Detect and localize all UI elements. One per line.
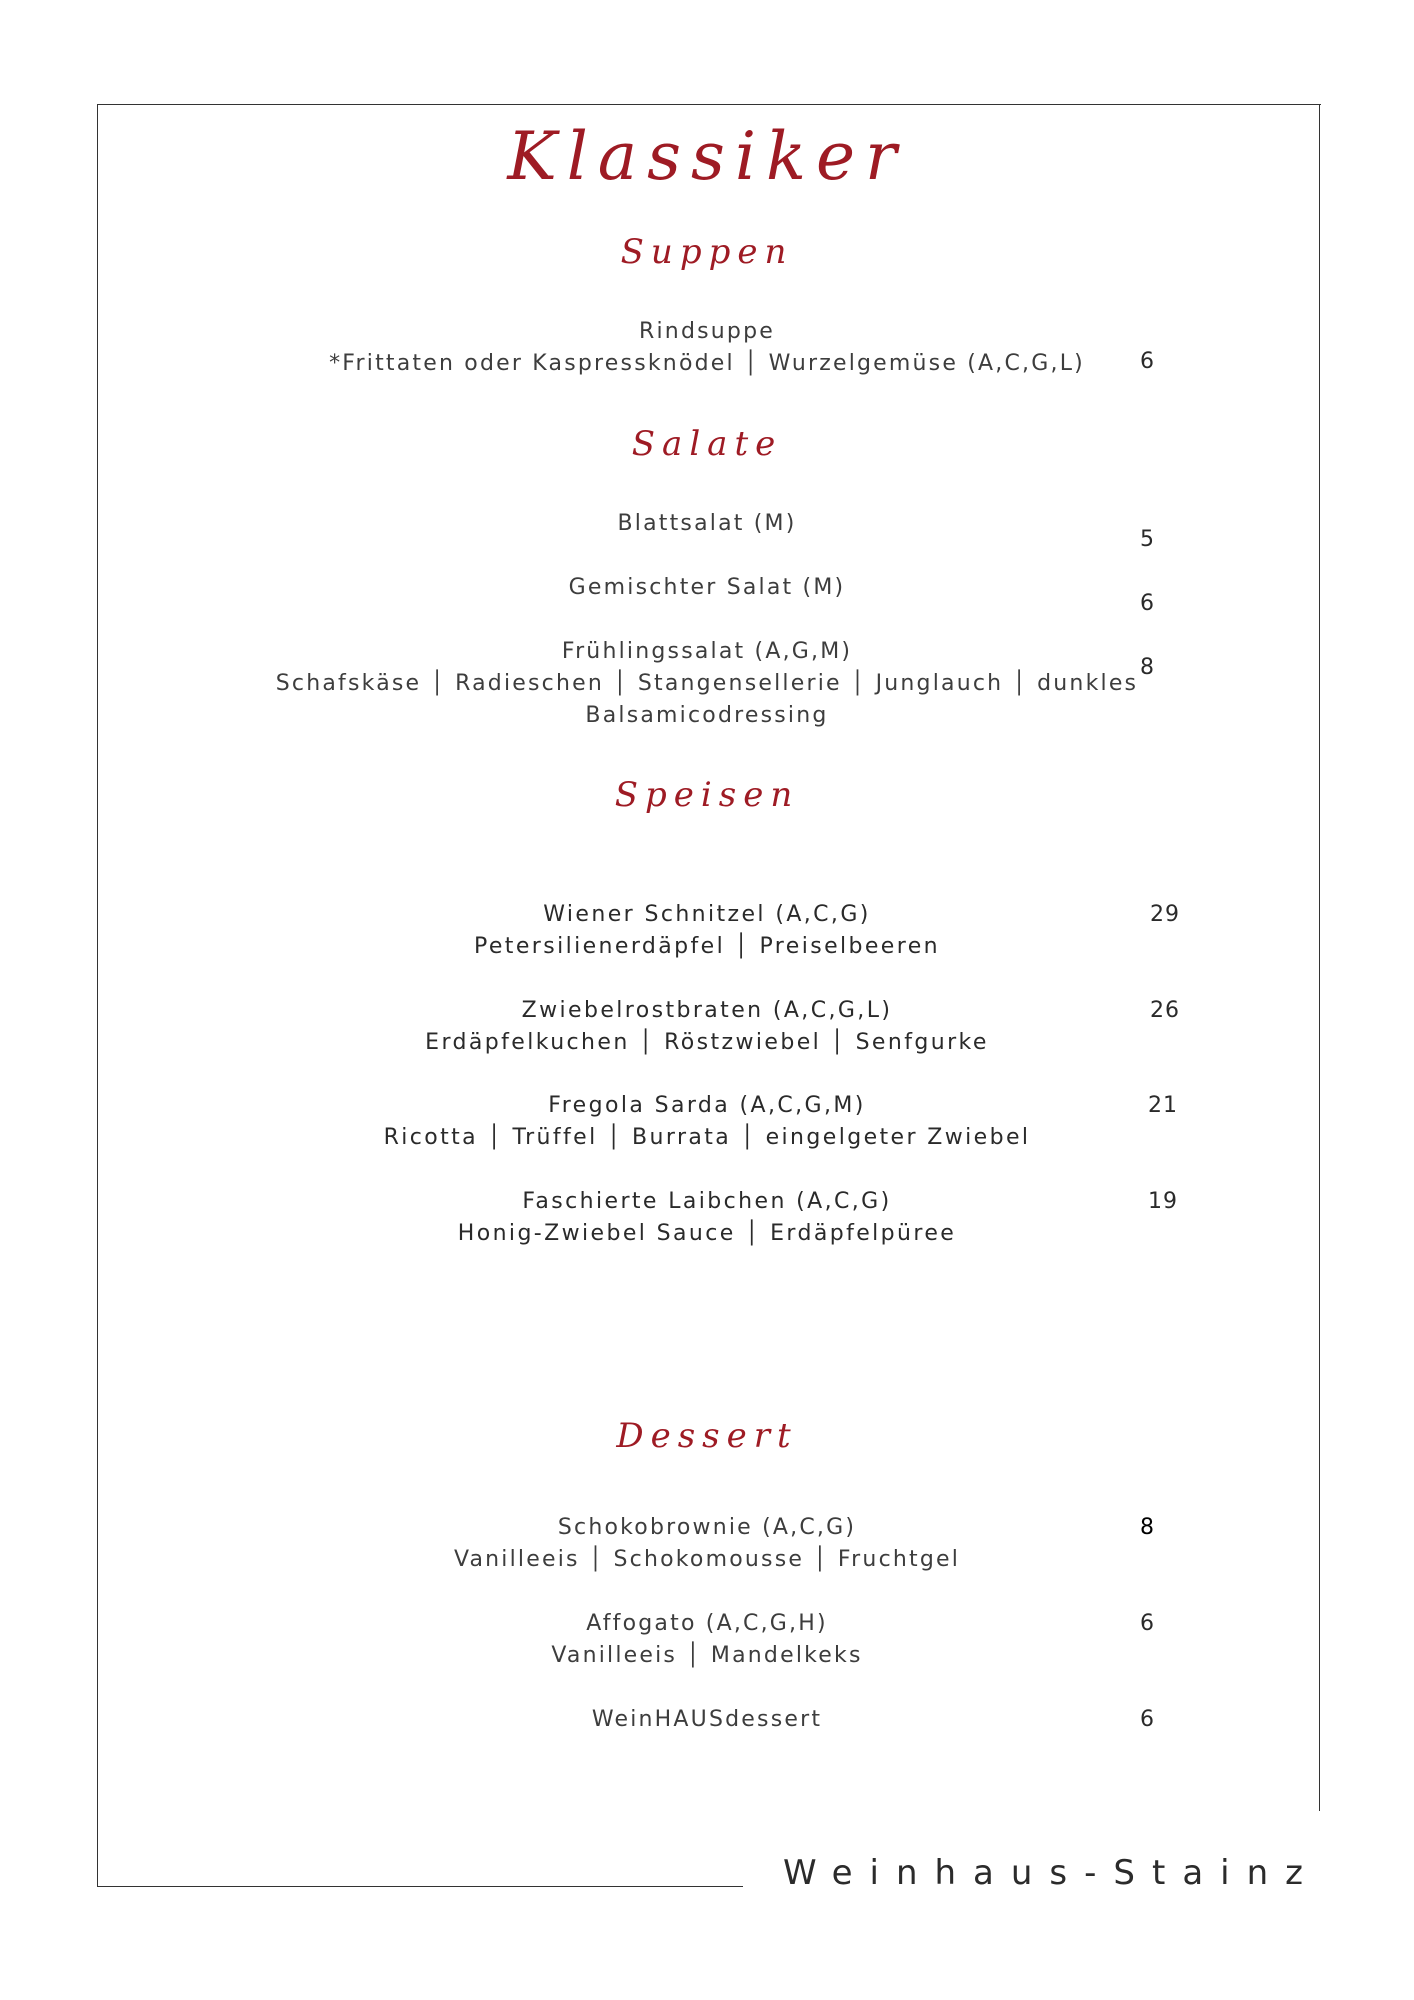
section-title-suppen: Suppen	[620, 232, 794, 272]
item-price: 21	[1148, 1093, 1178, 1118]
item-name: Wiener Schnitzel (A,C,G)	[543, 902, 871, 927]
item-name: Frühlingssalat (A,G,M)	[561, 639, 853, 664]
item-price: 29	[1150, 902, 1180, 927]
footer-brand: Weinhaus-Stainz	[782, 1853, 1320, 1893]
page-title: Klassiker	[507, 118, 907, 195]
item-price: 8	[1140, 655, 1155, 680]
item-price: 6	[1140, 349, 1155, 374]
item-price: 6	[1140, 591, 1155, 616]
item-description: Ricotta │ Trüffel │ Burrata │ eingelgeter Zwiebel	[383, 1125, 1031, 1150]
section-title-speisen: Speisen	[614, 775, 800, 815]
item-name: Faschierte Laibchen (A,C,G)	[522, 1189, 892, 1214]
item-description: Vanilleeis │ Mandelkeks	[551, 1643, 863, 1668]
item-description: Schafskäse │ Radieschen │ Stangensellerie │ Junglauch │ dunkles	[275, 671, 1139, 696]
item-description: Vanilleeis │ Schokomousse │ Fruchtgel	[453, 1547, 961, 1572]
section-title-dessert: Dessert	[616, 1416, 798, 1456]
item-price: 8	[1140, 1515, 1155, 1540]
section-title-salate: Salate	[631, 424, 783, 464]
item-description: Erdäpfelkuchen │ Röstzwiebel │ Senfgurke	[425, 1030, 989, 1055]
item-name: Zwiebelrostbraten (A,C,G,L)	[521, 998, 893, 1023]
item-price: 19	[1148, 1189, 1178, 1214]
item-description: Honig-Zwiebel Sauce │ Erdäpfelpüree	[457, 1221, 957, 1246]
item-price: 5	[1140, 527, 1155, 552]
frame-top-border	[97, 104, 1321, 105]
frame-bottom-border	[97, 1886, 743, 1887]
item-description-cont: Balsamicodressing	[585, 703, 829, 728]
item-price: 6	[1140, 1611, 1155, 1636]
item-description: *Frittaten oder Kaspressknödel │ Wurzelgemüse (A,C,G,L)	[329, 351, 1085, 376]
item-name: Rindsuppe	[639, 319, 775, 344]
item-name: Schokobrownie (A,C,G)	[557, 1515, 857, 1540]
item-name: Affogato (A,C,G,H)	[586, 1611, 828, 1636]
item-description: Petersilienerdäpfel │ Preiselbeeren	[473, 934, 940, 959]
item-price: 6	[1140, 1707, 1155, 1732]
item-name: Fregola Sarda (A,C,G,M)	[548, 1093, 866, 1118]
item-name: WeinHAUSdessert	[591, 1707, 823, 1732]
item-name: Gemischter Salat (M)	[568, 575, 846, 600]
item-name: Blattsalat (M)	[617, 511, 797, 536]
item-price: 26	[1150, 998, 1180, 1023]
